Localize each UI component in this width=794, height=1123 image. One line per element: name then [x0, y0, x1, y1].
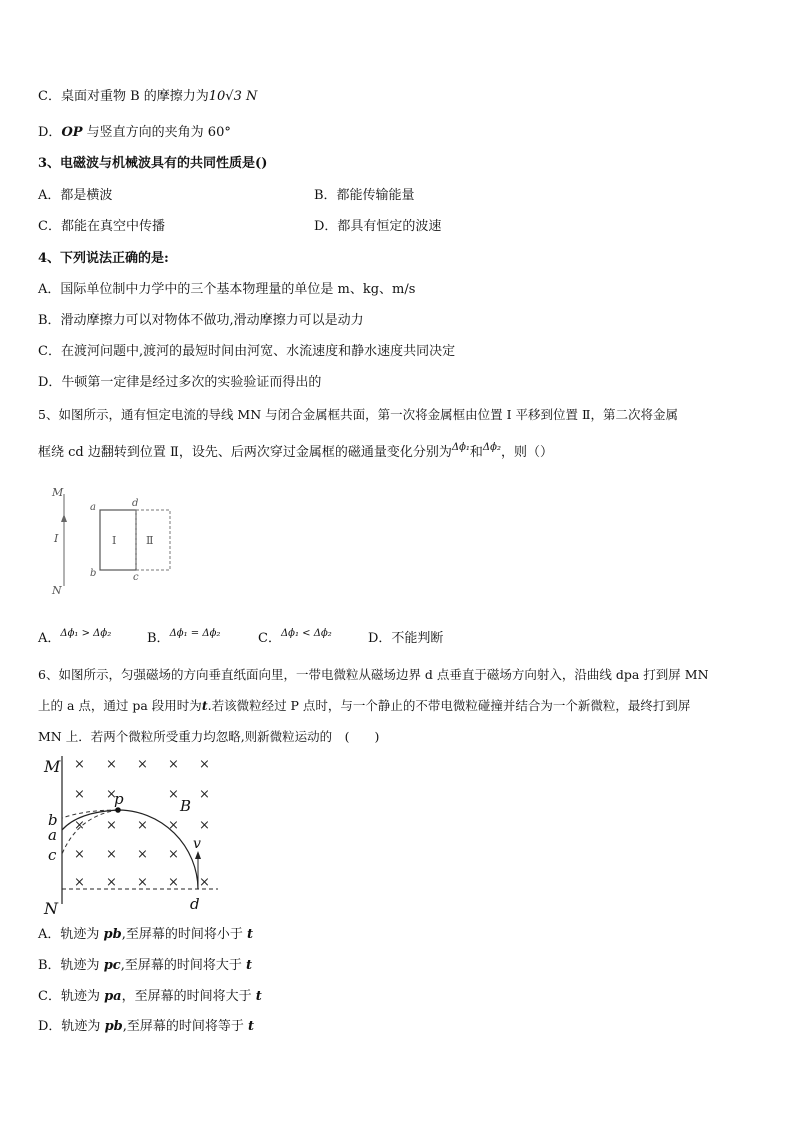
label-b: b — [90, 568, 97, 579]
q6-option-b: B．轨迹为 pc,至屏幕的时间将大于 t — [38, 958, 252, 973]
label-c: c — [48, 846, 57, 864]
field-cross: × — [106, 847, 117, 862]
label-current-i: I — [54, 532, 59, 545]
field-cross: × — [168, 818, 179, 833]
q3-option-c: C．都能在真空中传播 — [38, 219, 165, 234]
label-position-1: Ⅰ — [112, 534, 117, 547]
field-cross: × — [199, 757, 210, 772]
field-cross: × — [168, 787, 179, 802]
point-p — [115, 807, 121, 813]
magnetic-field-crosses — [74, 757, 210, 890]
label-b: b — [48, 811, 58, 829]
current-arrow-icon — [61, 514, 67, 522]
q3-option-a: A．都是横波 — [38, 188, 113, 203]
q5-option-a: A．$^{\Delta\phi_1 > \Delta\phi_2}$ — [38, 628, 112, 646]
label-d: d — [132, 498, 139, 509]
q5-stem-line1: 5、如图所示，通有恒定电流的导线 MN 与闭合金属框共面，第一次将金属框由位置 Ⅰ 平移到位置 Ⅱ，第二次将金属 — [38, 407, 678, 422]
q2-option-d: D．OP 与竖直方向的夹角为 60° — [38, 125, 231, 140]
label-m: M — [52, 486, 64, 499]
field-cross: × — [74, 847, 85, 862]
label-a: a — [90, 502, 96, 513]
q4-option-d: D．牛顿第一定律是经过多次的实验验证而得出的 — [38, 375, 322, 390]
q5-option-d: D．不能判断 — [368, 631, 444, 646]
q3-option-b: B．都能传输能量 — [314, 188, 415, 203]
velocity-arrow-icon — [195, 851, 201, 859]
q2-option-c: C．桌面对重物 B 的摩擦力为10√3 N — [38, 89, 258, 104]
q3-option-d: D．都具有恒定的波速 — [314, 219, 442, 234]
q6-stem-line3: MN 上．若两个微粒所受重力均忽略,则新微粒运动的 ( ) — [38, 729, 380, 744]
label-a: a — [48, 826, 57, 844]
field-cross: × — [106, 875, 117, 890]
label-n: N — [44, 899, 58, 918]
label-position-2: Ⅱ — [146, 534, 154, 547]
q6-option-d: D．轨迹为 pb,至屏幕的时间将等于 t — [38, 1019, 255, 1034]
q6-figure — [40, 754, 230, 924]
label-d: d — [190, 895, 200, 913]
field-cross: × — [106, 818, 117, 833]
frame-position-1 — [100, 510, 136, 570]
q6-option-a: A．轨迹为 pb,至屏幕的时间将小于 t — [38, 927, 253, 942]
field-cross: × — [137, 847, 148, 862]
field-cross: × — [168, 757, 179, 772]
q6-option-c: C．轨迹为 pa，至屏幕的时间将大于 t — [38, 989, 262, 1004]
q6-stem-line2: 上的 a 点，通过 pa 段用时为t.若该微粒经过 P 点时，与一个静止的不带电微粒碰撞并结合为一个新微粒，最终打到屏 — [38, 698, 691, 713]
q5-option-c: C．$^{\Delta\phi_1 < \Delta\phi_2}$ — [258, 628, 332, 646]
field-cross: × — [74, 875, 85, 890]
field-cross: × — [106, 787, 117, 802]
q4-stem: 4、下列说法正确的是: — [38, 251, 169, 266]
label-field-b: B — [180, 797, 192, 815]
q4-option-a: A．国际单位制中力学中的三个基本物理量的单位是 m、kg、m/s — [38, 282, 416, 297]
q5-option-b: B．$^{\Delta\phi_1 = \Delta\phi_2}$ — [147, 628, 221, 646]
q3-stem: 3、电磁波与机械波具有的共同性质是() — [38, 156, 268, 171]
field-cross: × — [199, 787, 210, 802]
field-cross: × — [168, 847, 179, 862]
field-cross: × — [106, 757, 117, 772]
label-v: v — [193, 836, 201, 852]
field-cross: × — [199, 875, 210, 890]
field-cross: × — [74, 787, 85, 802]
label-p: p — [114, 790, 124, 808]
label-n: N — [52, 584, 62, 597]
field-cross: × — [74, 757, 85, 772]
q6-stem-line1: 6、如图所示，匀强磁场的方向垂直纸面向里，一带电微粒从磁场边界 d 点垂直于磁场方向射入，沿曲线 dpa 打到屏 MN — [38, 667, 709, 682]
field-cross: × — [74, 818, 85, 833]
label-m: M — [44, 757, 61, 776]
label-c: c — [133, 572, 139, 583]
field-cross: × — [199, 818, 210, 833]
q2-option-c-formula: 10√3 N — [208, 89, 258, 104]
q5-figure — [40, 476, 220, 606]
field-cross: × — [137, 818, 148, 833]
q4-option-b: B．滑动摩擦力可以对物体不做功,滑动摩擦力可以是动力 — [38, 313, 364, 328]
q5-stem-line2: 框绕 cd 边翻转到位置 Ⅱ，设先、后两次穿过金属框的磁通量变化分别为$^{\Delta\phi_1}$和$^{\Delta\phi_2}$，则（） — [38, 442, 553, 460]
field-cross: × — [137, 757, 148, 772]
field-cross: × — [137, 875, 148, 890]
field-cross: × — [168, 875, 179, 890]
q4-option-c: C．在渡河问题中,渡河的最短时间由河宽、水流速度和静水速度共同决定 — [38, 344, 456, 359]
